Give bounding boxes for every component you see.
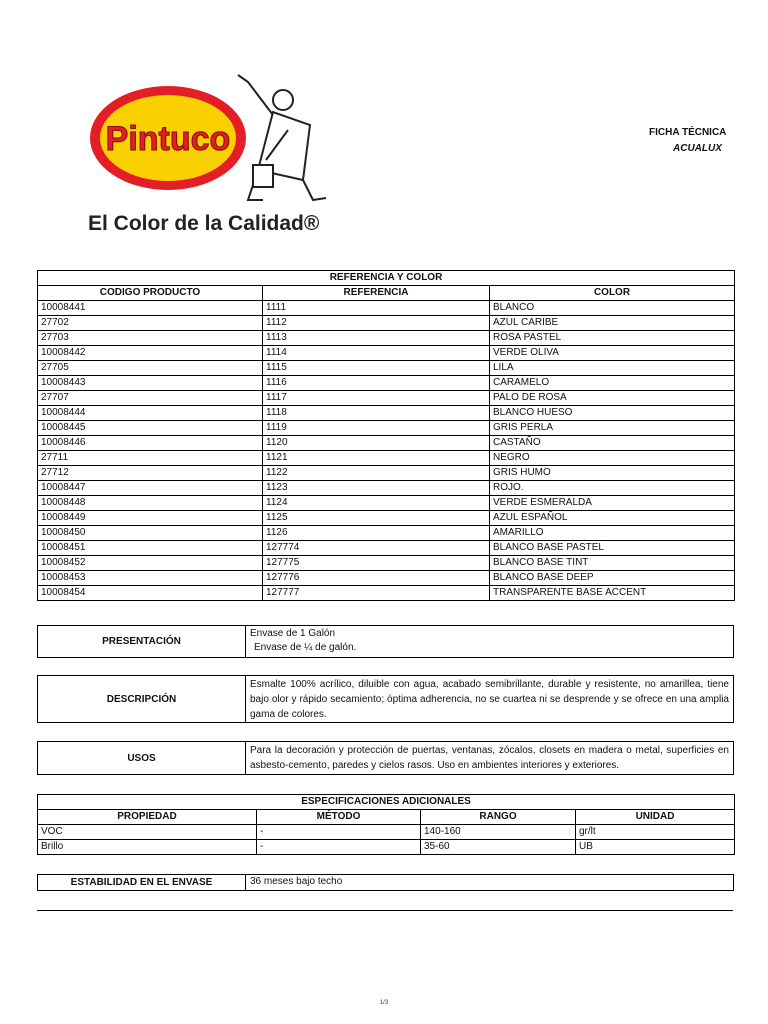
document-header: [649, 127, 726, 154]
table-cell: GRIS HUMO: [490, 466, 735, 481]
table-row: [38, 481, 735, 496]
table-cell: UB: [576, 840, 735, 855]
table-cell: 1124: [263, 496, 490, 511]
table-cell: 10008447: [38, 481, 263, 496]
column-header-propiedad: PROPIEDAD: [38, 810, 257, 825]
table-cell: 1113: [263, 331, 490, 346]
footer-divider: [37, 910, 733, 911]
table-cell: 10008453: [38, 571, 263, 586]
product-name: ACUALUX: [673, 143, 722, 154]
estabilidad-section: [37, 874, 734, 891]
table-cell: 1121: [263, 451, 490, 466]
column-header-color: COLOR: [490, 286, 735, 301]
table-row: [38, 496, 735, 511]
table-row: [38, 316, 735, 331]
table-cell: 1119: [263, 421, 490, 436]
spec-table-title: ESPECIFICACIONES ADICIONALES: [38, 795, 735, 810]
table-cell: 1120: [263, 436, 490, 451]
table-cell: ROSA PASTEL: [490, 331, 735, 346]
svg-text:Pintuco: Pintuco: [105, 120, 231, 158]
table-row: [38, 825, 735, 840]
table-cell: VERDE ESMERALDA: [490, 496, 735, 511]
table-cell: 1117: [263, 391, 490, 406]
presentacion-line-2: Envase de ¼ de galón.: [254, 642, 357, 653]
table-cell: ROJO.: [490, 481, 735, 496]
table-row: [38, 526, 735, 541]
column-header-unidad: UNIDAD: [576, 810, 735, 825]
table-cell: BLANCO: [490, 301, 735, 316]
table-cell: 10008448: [38, 496, 263, 511]
table-row: [38, 451, 735, 466]
presentacion-label: PRESENTACIÓN: [38, 626, 246, 657]
table-cell: 27705: [38, 361, 263, 376]
table-cell: 27707: [38, 391, 263, 406]
table-cell: 1123: [263, 481, 490, 496]
table-cell: 1111: [263, 301, 490, 316]
column-header-codigo: CODIGO PRODUCTO: [38, 286, 263, 301]
table-cell: 127775: [263, 556, 490, 571]
table-row: [38, 586, 735, 601]
table-cell: PALO DE ROSA: [490, 391, 735, 406]
document-title: FICHA TÉCNICA: [649, 127, 727, 138]
table-row: [38, 421, 735, 436]
table-row: [38, 346, 735, 361]
table-cell: 27712: [38, 466, 263, 481]
table-cell: 10008451: [38, 541, 263, 556]
table-cell: BLANCO BASE PASTEL: [490, 541, 735, 556]
table-cell: 27703: [38, 331, 263, 346]
table-row: [38, 391, 735, 406]
table-cell: 10008443: [38, 376, 263, 391]
table-row: [38, 541, 735, 556]
table-cell: 1125: [263, 511, 490, 526]
table-cell: -: [257, 825, 421, 840]
table-row: [38, 376, 735, 391]
table-cell: BLANCO HUESO: [490, 406, 735, 421]
reference-color-table: [37, 270, 735, 601]
table-cell: 127777: [263, 586, 490, 601]
table-cell: 1122: [263, 466, 490, 481]
table-cell: 27711: [38, 451, 263, 466]
table-cell: 10008444: [38, 406, 263, 421]
table-cell: CARAMELO: [490, 376, 735, 391]
table-cell: 1115: [263, 361, 490, 376]
descripcion-label: DESCRIPCIÓN: [38, 676, 246, 722]
table-cell: CASTAÑO: [490, 436, 735, 451]
table-cell: 10008452: [38, 556, 263, 571]
table-cell: BLANCO BASE TINT: [490, 556, 735, 571]
table-cell: 10008450: [38, 526, 263, 541]
table-cell: TRANSPARENTE BASE ACCENT: [490, 586, 735, 601]
table-cell: 10008449: [38, 511, 263, 526]
descripcion-text: Esmalte 100% acrílico, diluible con agua, acabado semibrillante, durable y resistente, no amarillea, tiene bajo olor y rápido secamiento; óptima adherencia, no se cuartea ni se desprende y se ofrece en una amplia gama de colores.: [250, 679, 729, 720]
page-number: 1/3: [379, 1000, 389, 1006]
pintuco-logo: [88, 70, 334, 240]
table-cell: 35-60: [421, 840, 576, 855]
presentacion-line-1: Envase de 1 Galón: [250, 628, 336, 639]
table-cell: VOC: [38, 825, 257, 840]
table-cell: GRIS PERLA: [490, 421, 735, 436]
table-row: [38, 406, 735, 421]
table-cell: BLANCO BASE DEEP: [490, 571, 735, 586]
table-row: [38, 361, 735, 376]
table-cell: 10008454: [38, 586, 263, 601]
table-cell: 1112: [263, 316, 490, 331]
column-header-rango: RANGO: [421, 810, 576, 825]
usos-label: USOS: [38, 742, 246, 774]
estabilidad-value: 36 meses bajo techo: [250, 876, 343, 887]
descripcion-section: [37, 675, 734, 723]
table-cell: 1126: [263, 526, 490, 541]
spec-table: [37, 794, 735, 855]
table-cell: AZUL ESPAÑOL: [490, 511, 735, 526]
table-cell: 10008441: [38, 301, 263, 316]
table-row: [38, 301, 735, 316]
table-row: [38, 840, 735, 855]
table-row: [38, 511, 735, 526]
table-cell: NEGRO: [490, 451, 735, 466]
table-row: [38, 556, 735, 571]
table-cell: LILA: [490, 361, 735, 376]
table-cell: 10008442: [38, 346, 263, 361]
table-cell: 1116: [263, 376, 490, 391]
table-cell: 27702: [38, 316, 263, 331]
table-cell: 1114: [263, 346, 490, 361]
table-row: [38, 466, 735, 481]
table-row: [38, 571, 735, 586]
table-row: [38, 436, 735, 451]
reference-table-title: REFERENCIA Y COLOR: [38, 271, 735, 286]
table-cell: 10008445: [38, 421, 263, 436]
table-cell: 1118: [263, 406, 490, 421]
table-row: [38, 331, 735, 346]
table-cell: Brillo: [38, 840, 257, 855]
table-cell: 140-160: [421, 825, 576, 840]
presentacion-section: [37, 625, 734, 658]
usos-section: [37, 741, 734, 775]
column-header-referencia: REFERENCIA: [263, 286, 490, 301]
table-cell: AZUL CARIBE: [490, 316, 735, 331]
table-cell: 10008446: [38, 436, 263, 451]
table-cell: VERDE OLIVA: [490, 346, 735, 361]
table-cell: 127776: [263, 571, 490, 586]
estabilidad-label: ESTABILIDAD EN EL ENVASE: [38, 875, 246, 890]
table-cell: 127774: [263, 541, 490, 556]
svg-text:El Color de la Calidad®: El Color de la Calidad®: [88, 212, 320, 235]
usos-text: Para la decoración y protección de puertas, ventanas, zócalos, closets en madera o metal, superficies en asbesto-cemento, paredes y cielos rasos. Uso en ambientes interiores y exteriores.: [250, 745, 729, 771]
column-header-metodo: MÉTODO: [257, 810, 421, 825]
table-cell: AMARILLO: [490, 526, 735, 541]
table-cell: -: [257, 840, 421, 855]
table-cell: gr/lt: [576, 825, 735, 840]
